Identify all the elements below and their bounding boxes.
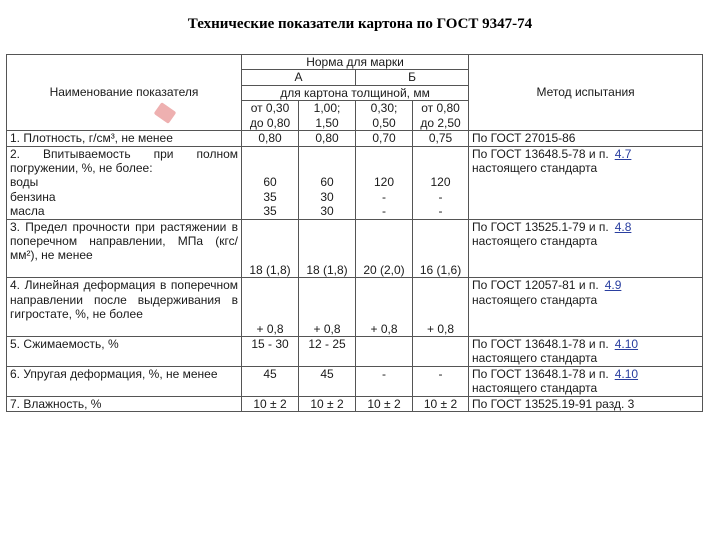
norm-value xyxy=(302,147,352,161)
norm-value xyxy=(359,307,409,321)
indicator-name-line: 6. Упругая деформация, %, не менее xyxy=(10,366,218,381)
test-method-line: настоящего стандарта xyxy=(472,292,598,307)
indicator-name-line: 2. Впитываемость при полном погружении, %, не более: xyxy=(10,146,238,176)
norm-value xyxy=(302,293,352,307)
norm-value: 12 - 25 xyxy=(308,336,346,351)
test-method-line: настоящего стандарта xyxy=(472,351,598,366)
header-grade-a: А xyxy=(242,70,356,85)
norm-value xyxy=(245,147,295,161)
norm-value: 60 xyxy=(263,175,277,190)
norm-value-cell xyxy=(356,146,413,219)
indicator-name-line: 1. Плотность, г/см³, не менее xyxy=(10,131,173,146)
clause-reference-link[interactable]: 4.10 xyxy=(614,366,639,381)
test-method-line: По ГОСТ 27015-86 xyxy=(472,131,576,146)
indicator-name xyxy=(7,366,242,396)
specs-table xyxy=(6,54,703,412)
norm-value xyxy=(245,234,295,248)
test-method-line: По ГОСТ 13648.5-78 и п. xyxy=(472,146,609,161)
header-range: 1,00; 1,50 xyxy=(299,101,356,131)
norm-value xyxy=(416,278,465,292)
norm-value-cell xyxy=(299,396,356,411)
norm-value xyxy=(245,220,295,234)
norm-value xyxy=(245,248,295,262)
norm-value-cell xyxy=(413,146,469,219)
clause-reference-link[interactable]: 4.8 xyxy=(614,219,632,234)
header-name-col: Наименование показателя xyxy=(7,55,242,131)
test-method xyxy=(469,336,703,366)
clause-reference-link[interactable]: 4.10 xyxy=(614,336,639,351)
norm-value: 30 xyxy=(320,204,334,219)
test-method xyxy=(469,366,703,396)
test-method-line: настоящего стандарта xyxy=(472,234,598,249)
norm-value-cell xyxy=(413,219,469,278)
norm-value xyxy=(416,220,465,234)
norm-value: 15 - 30 xyxy=(251,336,289,351)
norm-value: 18 (1,8) xyxy=(306,262,348,277)
norm-value: - xyxy=(382,189,386,204)
norm-value xyxy=(359,293,409,307)
norm-value xyxy=(359,161,409,175)
norm-value: 16 (1,6) xyxy=(419,262,462,277)
norm-value: 10 ± 2 xyxy=(423,396,458,411)
header-norm-group: Норма для марки xyxy=(242,55,469,70)
norm-value xyxy=(245,293,295,307)
indicator-name-line: 3. Предел прочности при растяжении в поперечном направлении, МПа (кгс/мм²), не менее xyxy=(10,219,238,263)
norm-value-cell xyxy=(299,336,356,366)
table-row xyxy=(7,219,703,278)
test-method xyxy=(469,219,703,278)
test-method-line: настоящего стандарта xyxy=(472,161,598,176)
norm-value xyxy=(359,220,409,234)
norm-value xyxy=(302,248,352,262)
header-method-col: Метод испытания xyxy=(469,55,703,131)
norm-value xyxy=(416,147,465,161)
test-method xyxy=(469,396,703,411)
norm-value xyxy=(302,278,352,292)
test-method-line: По ГОСТ 12057-81 и п. xyxy=(472,278,599,293)
test-method-line: По ГОСТ 13648.1-78 и п. xyxy=(472,366,609,381)
norm-value xyxy=(359,234,409,248)
norm-value: 120 xyxy=(373,175,395,190)
norm-value xyxy=(302,220,352,234)
norm-value-cell xyxy=(299,131,356,146)
header-thickness-group: для картона толщиной, мм xyxy=(242,85,469,100)
norm-value: 35 xyxy=(263,189,277,204)
header-range: 0,30; 0,50 xyxy=(356,101,413,131)
norm-value-cell xyxy=(242,278,299,337)
table-row xyxy=(7,366,703,396)
norm-value: - xyxy=(438,366,443,381)
norm-value: - xyxy=(438,189,443,204)
test-method xyxy=(469,131,703,146)
test-method-line: По ГОСТ 13525.1-79 и п. xyxy=(472,219,609,234)
indicator-name-line: 4. Линейная деформация в поперечном направлении после выдерживания в гигростате, %, не более xyxy=(10,278,238,322)
norm-value-cell xyxy=(356,219,413,278)
norm-value-cell xyxy=(356,366,413,396)
test-method-line: настоящего стандарта xyxy=(472,381,598,396)
indicator-name xyxy=(7,146,242,219)
indicator-name xyxy=(7,219,242,278)
norm-value-cell xyxy=(356,278,413,337)
norm-value-cell xyxy=(356,336,413,366)
norm-value: + 0,8 xyxy=(313,321,341,336)
norm-value xyxy=(245,307,295,321)
test-method xyxy=(469,146,703,219)
table-row xyxy=(7,336,703,366)
norm-value: 10 ± 2 xyxy=(253,396,287,411)
norm-value: 0,80 xyxy=(258,131,282,146)
indicator-name xyxy=(7,278,242,337)
norm-value-cell xyxy=(413,336,469,366)
norm-value-cell xyxy=(242,396,299,411)
table-row xyxy=(7,146,703,219)
norm-value-cell xyxy=(299,146,356,219)
indicator-name xyxy=(7,396,242,411)
test-method-line: По ГОСТ 13525.19-91 разд. 3 xyxy=(472,396,635,411)
norm-value: + 0,8 xyxy=(427,321,455,336)
norm-value xyxy=(416,293,465,307)
header-range: от 0,80 до 2,50 xyxy=(413,101,469,131)
norm-value: 45 xyxy=(320,366,334,381)
indicator-name-line: 5. Сжимаемость, % xyxy=(10,336,119,351)
norm-value xyxy=(416,248,465,262)
header-range: от 0,30 до 0,80 xyxy=(242,101,299,131)
norm-value-cell xyxy=(413,396,469,411)
norm-value: 10 ± 2 xyxy=(367,396,401,411)
norm-value-cell xyxy=(299,219,356,278)
norm-value-cell xyxy=(356,396,413,411)
norm-value xyxy=(416,337,465,351)
norm-value-cell xyxy=(299,366,356,396)
norm-value: 35 xyxy=(263,204,277,219)
norm-value: 45 xyxy=(263,366,277,381)
norm-value: 120 xyxy=(430,175,451,190)
norm-value xyxy=(416,161,465,175)
norm-value: 30 xyxy=(320,189,334,204)
norm-value-cell xyxy=(242,146,299,219)
test-method-line: По ГОСТ 13648.1-78 и п. xyxy=(472,336,609,351)
norm-value-cell xyxy=(356,131,413,146)
norm-value-cell xyxy=(413,278,469,337)
indicator-name xyxy=(7,336,242,366)
norm-value xyxy=(359,147,409,161)
document-sheet xyxy=(6,54,702,432)
norm-value-cell xyxy=(299,278,356,337)
indicator-name-line: бензина xyxy=(10,189,56,204)
page-title: Технические показатели картона по ГОСТ 9347-74 xyxy=(187,16,533,32)
norm-value: 18 (1,8) xyxy=(249,262,291,277)
norm-value xyxy=(245,161,295,175)
table-row xyxy=(7,396,703,411)
norm-value-cell xyxy=(413,366,469,396)
norm-value xyxy=(302,234,352,248)
indicator-name-line: воды xyxy=(10,175,39,190)
norm-value xyxy=(302,161,352,175)
clause-reference-link[interactable]: 4.9 xyxy=(604,278,622,293)
test-method xyxy=(469,278,703,337)
norm-value: 0,75 xyxy=(428,131,453,146)
table-row xyxy=(7,278,703,337)
indicator-name-line: 7. Влажность, % xyxy=(10,396,102,411)
norm-value: + 0,8 xyxy=(370,321,398,336)
norm-value xyxy=(245,278,295,292)
norm-value-cell xyxy=(242,366,299,396)
norm-value: 60 xyxy=(320,175,334,190)
norm-value: 0,80 xyxy=(315,131,339,146)
norm-value: - xyxy=(382,204,386,219)
indicator-name-line: масла xyxy=(10,204,45,219)
norm-value xyxy=(416,307,465,321)
indicator-name xyxy=(7,131,242,146)
norm-value: - xyxy=(438,204,443,219)
norm-value-cell xyxy=(242,219,299,278)
clause-reference-link[interactable]: 4.7 xyxy=(614,146,632,161)
norm-value-cell xyxy=(413,131,469,146)
norm-value: 20 (2,0) xyxy=(363,262,405,277)
norm-value xyxy=(359,248,409,262)
norm-value: 0,70 xyxy=(372,131,396,146)
norm-value xyxy=(302,307,352,321)
norm-value-cell xyxy=(242,336,299,366)
norm-value xyxy=(359,278,409,292)
norm-value: + 0,8 xyxy=(256,321,284,336)
norm-value xyxy=(359,337,409,351)
table-row xyxy=(7,131,703,146)
header-grade-b: Б xyxy=(356,70,469,85)
norm-value xyxy=(416,234,465,248)
norm-value-cell xyxy=(242,131,299,146)
norm-value: - xyxy=(382,366,386,381)
norm-value: 10 ± 2 xyxy=(310,396,344,411)
